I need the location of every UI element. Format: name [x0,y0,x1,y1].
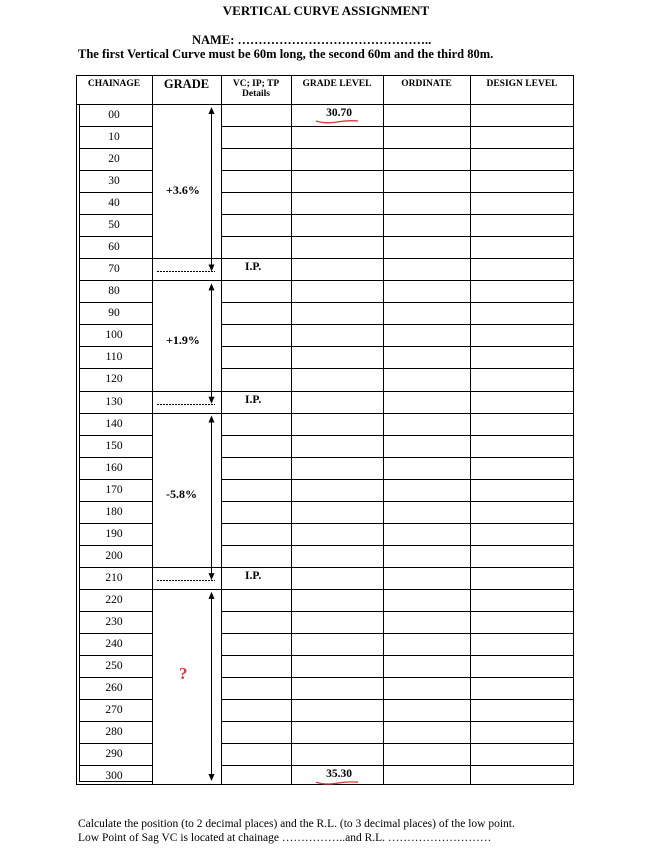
chainage-cell: 300 [105,770,123,783]
chainage-cell: 280 [105,726,123,739]
arrow-head-icon [209,573,215,580]
chainage-cell: 10 [108,131,120,144]
chainage-cell: 290 [105,748,123,761]
arrow-head-icon [209,265,215,272]
header-chainage: CHAINAGE [87,79,141,89]
header-vc-ip-tp [221,75,291,104]
red-underline-mark [316,782,358,784]
chainage-cell: 190 [105,527,123,540]
chainage-cell: 00 [108,109,120,121]
chainage-cell: 70 [108,263,120,276]
chainage-cell: 210 [105,571,123,584]
chainage-cell: 120 [105,373,123,386]
footer-answer-line: Low Point of Sag VC is located at chainage ……………..and R.L. ……………………… [78,832,492,844]
red-underline-mark [316,121,358,123]
vertical-curve-table [76,75,574,785]
ip-label: I.P. [245,393,262,406]
chainage-cell: 170 [105,483,123,496]
chainage-cell: 110 [105,351,123,364]
arrow-head-icon [209,397,215,404]
chainage-cell: 40 [108,197,120,210]
header-ordinate: ORDINATE [401,79,452,89]
instructions-subtitle: The first Vertical Curve must be 60m long, the second 60m and the third 80m. [78,47,494,61]
chainage-cell: 220 [105,593,123,606]
ip-label: I.P. [245,261,262,274]
chainage-cell: 100 [105,329,123,342]
footer-question: Calculate the position (to 2 decimal places) and the R.L. (to 3 decimal places) of the low point. [78,818,515,830]
header-grade: GRADE [163,77,210,91]
chainage-cell: 230 [105,615,123,628]
grade-label: +3.6% [166,183,200,198]
header-grade-level: GRADE LEVEL [302,79,372,89]
chainage-cell: 240 [105,637,123,650]
arrow-head-icon [209,774,215,781]
grade-level-value: 30.70 [326,107,352,119]
chainage-cell: 180 [105,505,123,518]
grade-level-value: 35.30 [326,768,352,781]
chainage-cell: 200 [105,549,123,562]
chainage-cell: 20 [108,153,120,166]
chainage-cell: 150 [105,439,123,452]
header-vc-ip-tp-line1: VC; IP; TP [232,79,280,89]
name-line: NAME: ……………………………………….. [192,33,432,47]
header-vc-ip-tp-line2: Details [242,89,270,99]
chainage-cell: 160 [105,461,123,474]
chainage-cell: 270 [105,704,123,717]
arrow-head-icon [209,416,215,423]
arrow-head-icon [209,283,215,290]
header-design-level: DESIGN LEVEL [486,79,558,89]
ip-label: I.P. [245,569,262,582]
chainage-cell: 130 [105,395,123,408]
arrow-head-icon [209,107,215,114]
grade-label: +1.9% [166,333,200,347]
chainage-cell: 30 [108,175,120,188]
unknown-grade-label: ? [179,663,188,683]
arrow-head-icon [209,592,215,599]
chainage-cell: 140 [105,417,123,430]
chainage-cell: 50 [108,219,120,232]
chainage-cell: 250 [105,660,123,672]
assignment-title: VERTICAL CURVE ASSIGNMENT [222,3,430,18]
chainage-cell: 80 [108,285,120,298]
grade-label: -5.8% [166,487,197,502]
chainage-cell: 60 [108,241,120,254]
chainage-cell: 260 [105,682,123,695]
chainage-cell: 90 [108,307,120,320]
